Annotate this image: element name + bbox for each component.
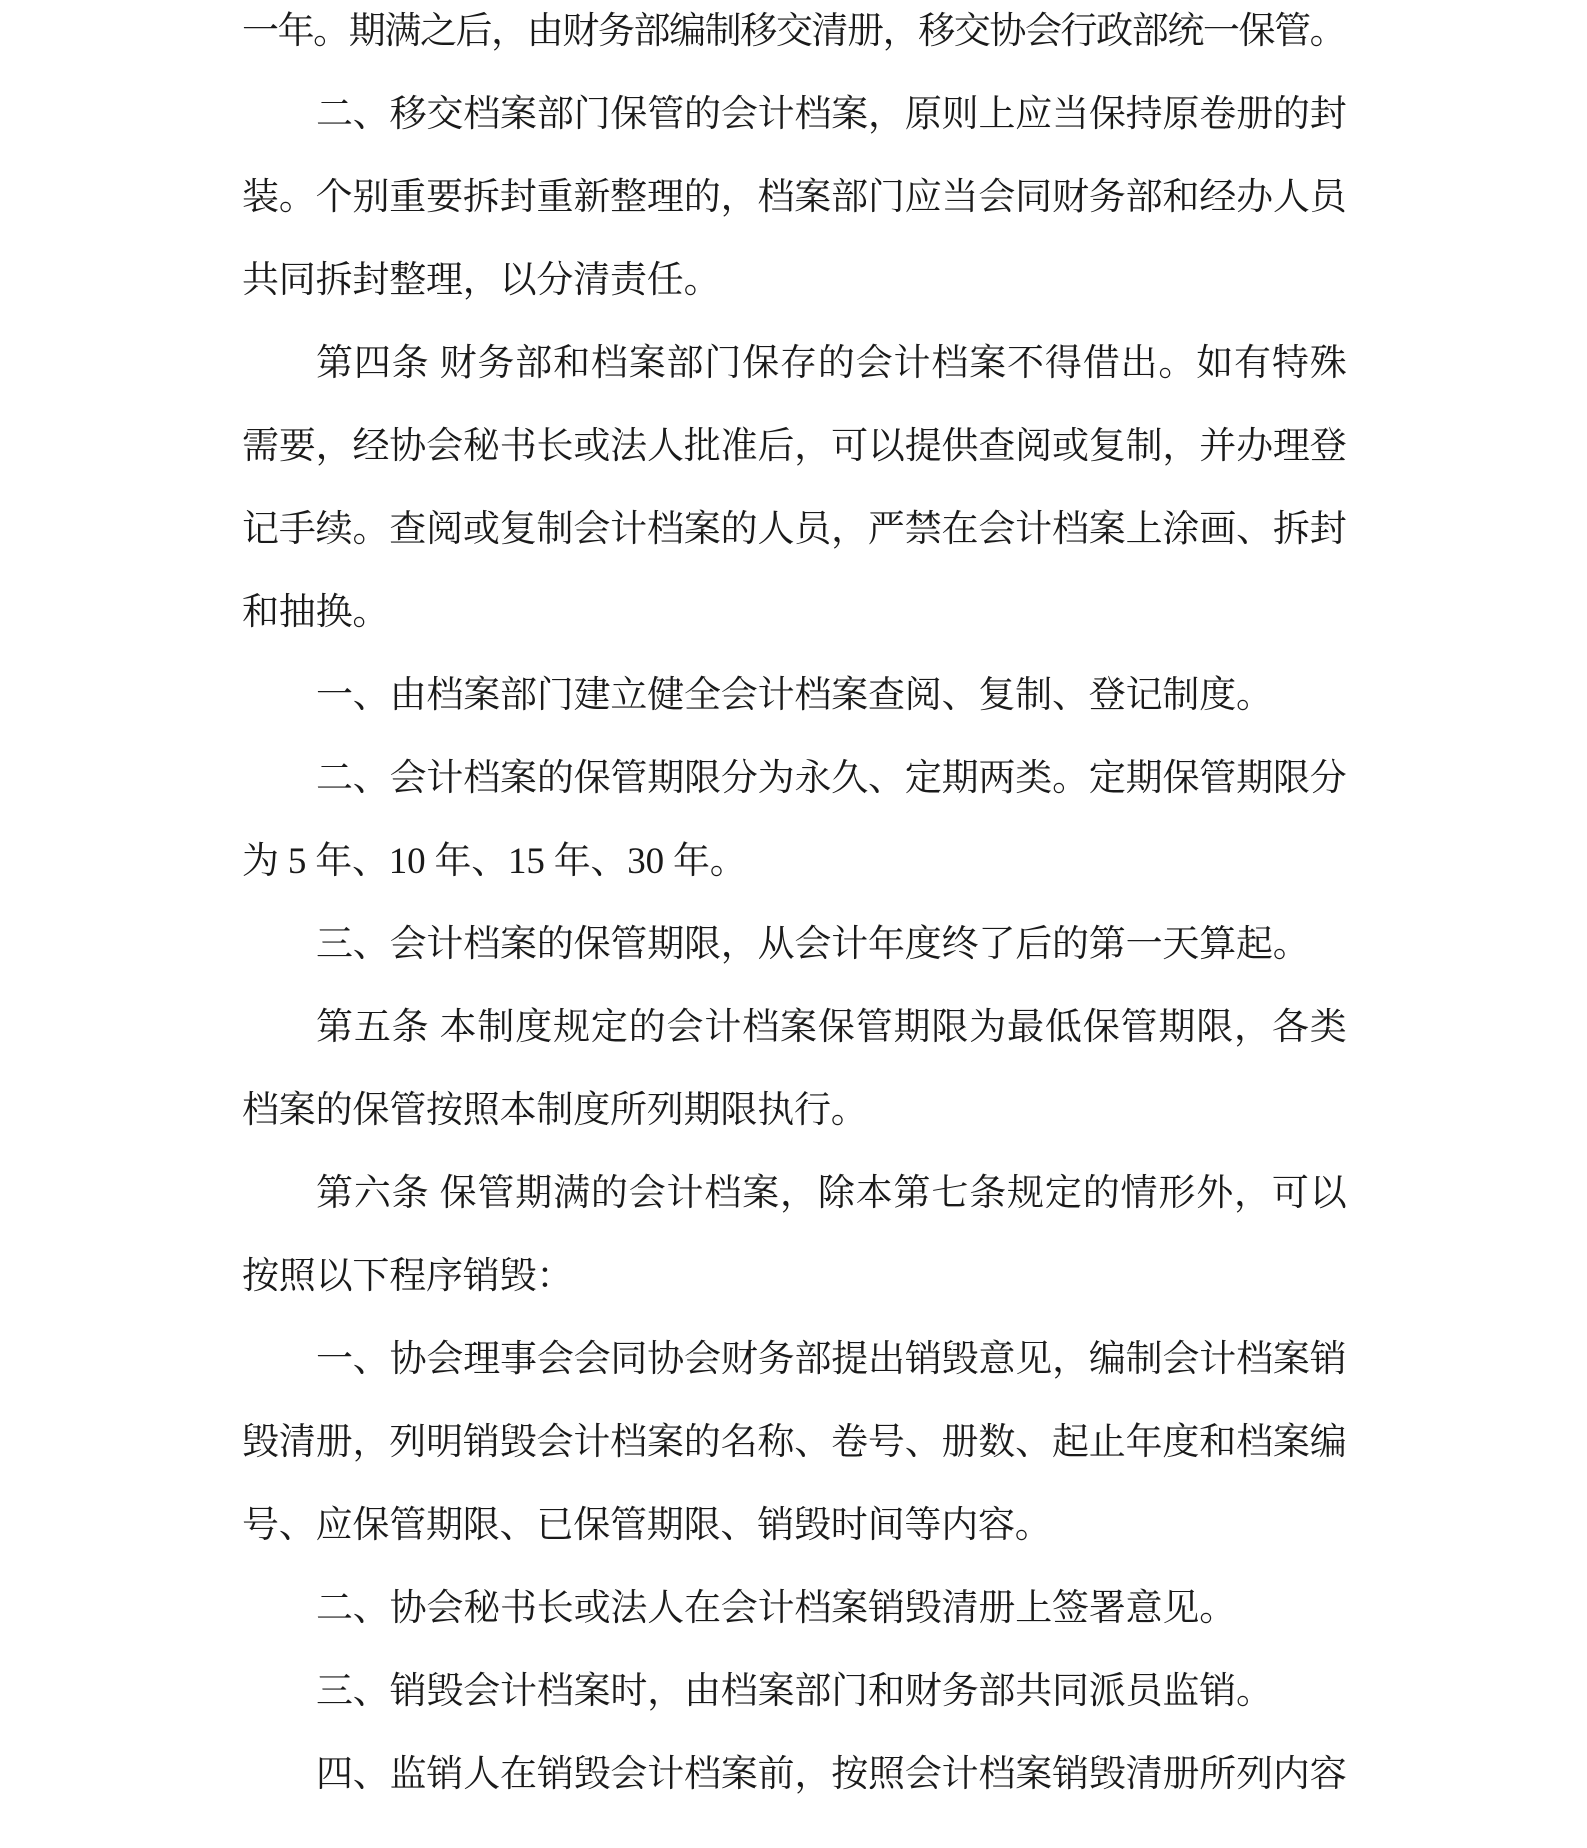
text-line: 记手续。查阅或复制会计档案的人员，严禁在会计档案上涂画、拆封 xyxy=(242,509,1345,550)
text-line: 第四条 财务部和档案部门保存的会计档案不得借出。如有特殊 xyxy=(316,343,1345,384)
text-line: 二、会计档案的保管期限分为永久、定期两类。定期保管期限分 xyxy=(316,758,1345,799)
document-text-block xyxy=(242,0,1345,1816)
text-line: 一年。期满之后，由财务部编制移交清册，移交协会行政部统一保管。 xyxy=(242,11,1345,52)
text-line: 和抽换。 xyxy=(242,592,390,633)
text-line: 毁清册，列明销毁会计档案的名称、卷号、册数、起止年度和档案编 xyxy=(242,1422,1345,1463)
text-line: 一、协会理事会会同协会财务部提出销毁意见，编制会计档案销 xyxy=(316,1339,1345,1380)
text-line: 为 5 年、10 年、15 年、30 年。 xyxy=(242,841,747,882)
text-line: 第五条 本制度规定的会计档案保管期限为最低保管期限，各类 xyxy=(316,1007,1345,1048)
text-line: 四、监销人在销毁会计档案前，按照会计档案销毁清册所列内容 xyxy=(316,1754,1345,1795)
text-line: 共同拆封整理，以分清责任。 xyxy=(242,260,721,301)
text-line: 一、由档案部门建立健全会计档案查阅、复制、登记制度。 xyxy=(316,675,1273,716)
text-line: 三、会计档案的保管期限，从会计年度终了后的第一天算起。 xyxy=(316,924,1310,965)
text-line: 二、移交档案部门保管的会计档案，原则上应当保持原卷册的封 xyxy=(316,94,1345,135)
text-line: 二、协会秘书长或法人在会计档案销毁清册上签署意见。 xyxy=(316,1588,1236,1629)
text-line: 三、销毁会计档案时，由档案部门和财务部共同派员监销。 xyxy=(316,1671,1273,1712)
text-line: 装。个别重要拆封重新整理的，档案部门应当会同财务部和经办人员 xyxy=(242,177,1345,218)
text-line: 号、应保管期限、已保管期限、销毁时间等内容。 xyxy=(242,1505,1052,1546)
text-line: 需要，经协会秘书长或法人批准后，可以提供查阅或复制，并办理登 xyxy=(242,426,1345,467)
text-line: 按照以下程序销毁： xyxy=(242,1256,574,1297)
text-line: 档案的保管按照本制度所列期限执行。 xyxy=(242,1090,868,1131)
text-line: 第六条 保管期满的会计档案，除本第七条规定的情形外，可以 xyxy=(316,1173,1345,1214)
